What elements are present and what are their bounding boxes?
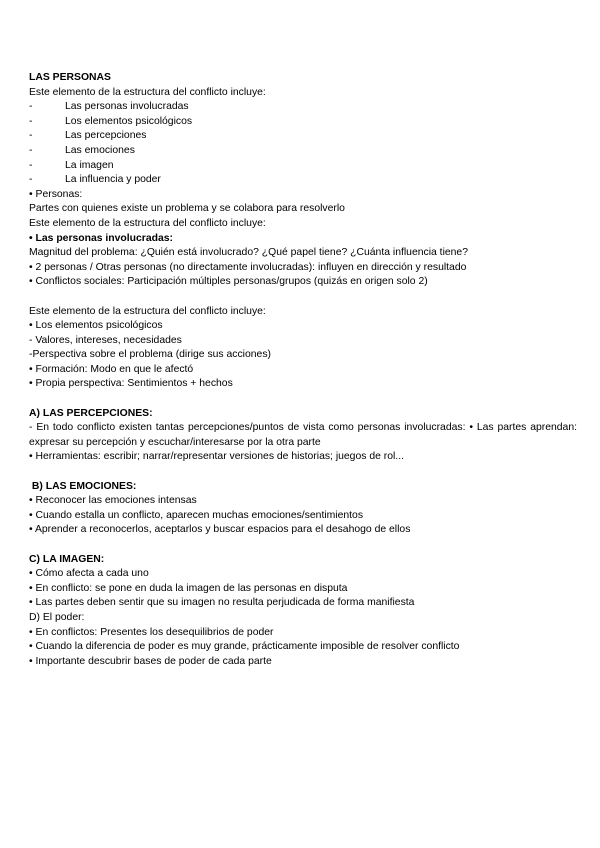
bullet-heading-involucradas: • Las personas involucradas: (29, 232, 173, 244)
dash-marker: - (29, 144, 33, 156)
text-line: • Cuando estalla un conflicto, aparecen muchas emociones/sentimientos (29, 509, 364, 521)
intro-text: Este elemento de la estructura del conflicto incluye: (29, 217, 266, 229)
dash-marker: - (29, 130, 33, 142)
text-line: • Formación: Modo en que le afectó (29, 363, 194, 375)
text-line: • Propia perspectiva: Sentimientos + hechos (29, 378, 233, 390)
spacer (29, 538, 577, 553)
text-line: • En conflicto: se pone en duda la imagen de las personas en disputa (29, 582, 348, 594)
text-line: • Conflictos sociales: Participación múltiples personas/grupos (quizás en origen solo 2) (29, 276, 428, 288)
dash-marker: - (29, 174, 33, 186)
dash-marker: - (29, 115, 33, 127)
text-line: • Aprender a reconocerlos, aceptarlos y buscar espacios para el desahogo de ellos (29, 524, 411, 536)
dash-marker: - (29, 101, 33, 113)
section-title-imagen: C) LA IMAGEN: (29, 553, 105, 565)
text-line: • Herramientas: escribir; narrar/representar versiones de historias; juegos de rol... (29, 451, 404, 463)
text-line: Magnitud del problema: ¿Quién está involucrado? ¿Qué papel tiene? ¿Cuánta influencia tiene? (29, 247, 468, 259)
list-item: - La influencia y poder (29, 173, 577, 188)
list-item: - Los elementos psicológicos (29, 115, 577, 130)
section-title-poder: D) El poder: (29, 611, 85, 623)
text-line: - Valores, intereses, necesidades (29, 334, 182, 346)
text-line: • Importante descubrir bases de poder de cada parte (29, 655, 272, 667)
bullet-personas: • Personas: (29, 188, 83, 200)
text-line: • Los elementos psicológicos (29, 320, 163, 332)
dash-marker: - (29, 159, 33, 171)
text-line: • Reconocer las emociones intensas (29, 495, 197, 507)
section-title-emociones: B) LAS EMOCIONES: (29, 480, 137, 492)
text-line: • Cómo afecta a cada uno (29, 568, 149, 580)
intro-text: Este elemento de la estructura del conflicto incluye: (29, 305, 266, 317)
text-line: -Perspectiva sobre el problema (dirige sus acciones) (29, 349, 271, 361)
list-item: - La imagen (29, 159, 577, 174)
intro-text: Este elemento de la estructura del conflicto incluye: (29, 86, 266, 98)
section-title-personas: LAS PERSONAS (29, 72, 111, 83)
list-item: - Las emociones (29, 144, 577, 159)
text-line: • En conflictos: Presentes los desequilibrios de poder (29, 626, 274, 638)
spacer (29, 465, 577, 480)
list-item: - Las percepciones (29, 129, 577, 144)
list-item: - Las personas involucradas (29, 100, 577, 115)
text-line: Partes con quienes existe un problema y se colabora para resolverlo (29, 203, 345, 215)
section-title-percepciones: A) LAS PERCEPCIONES: (29, 407, 153, 419)
paragraph-percepciones: - En todo conflicto existen tantas percepciones/puntos de vista como personas involucradas: • Las partes aprendan: expresar su percepción y escuchar/interesarse por la otra parte (29, 422, 577, 448)
text-line: • Cuando la diferencia de poder es muy grande, prácticamente imposible de resolver conflicto (29, 641, 460, 653)
spacer (29, 392, 577, 407)
text-line: • Las partes deben sentir que su imagen no resulta perjudicada de forma manifiesta (29, 597, 415, 609)
document-page (29, 71, 577, 669)
text-line: • 2 personas / Otras personas (no directamente involucradas): influyen en dirección y resultado (29, 261, 467, 273)
spacer (29, 290, 577, 305)
